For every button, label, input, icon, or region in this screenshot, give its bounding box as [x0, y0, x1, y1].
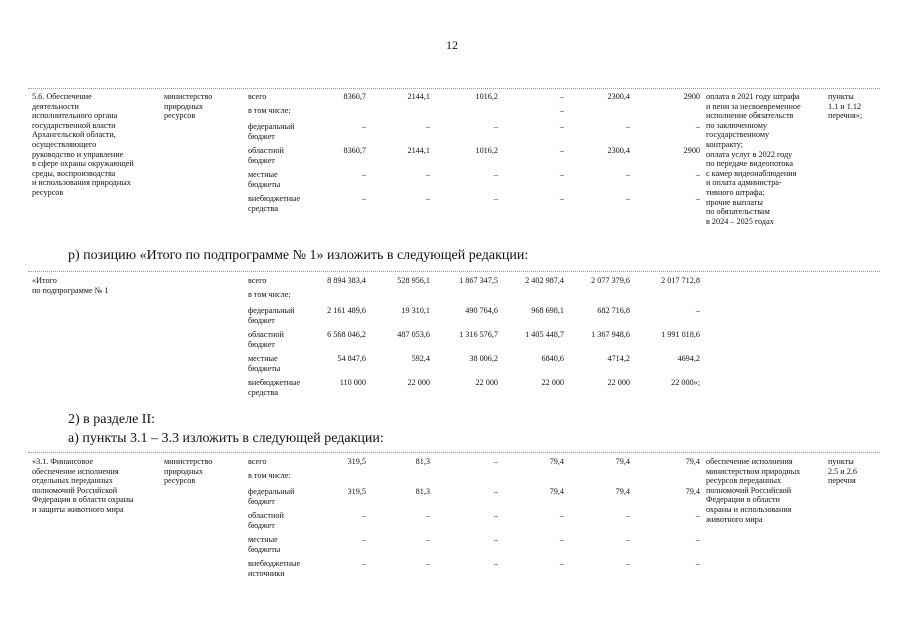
row-value: 2300,4: [607, 92, 630, 101]
row-value: 2300,4: [607, 146, 630, 155]
row-value: –: [695, 559, 700, 568]
row-value: 6840,6: [541, 354, 564, 363]
row-value: 1016,2: [475, 146, 498, 155]
row-value: –: [493, 511, 498, 520]
row-label: федеральный бюджет: [248, 306, 295, 325]
row-value: 79,4: [549, 487, 564, 496]
row-value: –: [493, 457, 498, 466]
row-label: местные бюджеты: [248, 354, 281, 373]
row-value: 2144,1: [407, 146, 430, 155]
row-value: 81,3: [415, 487, 430, 496]
row-value: 19 310,1: [401, 306, 430, 315]
row-value: –: [559, 535, 564, 544]
block3-result: обеспечение исполнения министерством природных ресурсов переданных полномочий Российской Федерации в области охраны и использования животного мира: [706, 457, 801, 524]
row-value: 968 698,1: [531, 306, 564, 315]
row-value: 1 316 576,7: [459, 330, 498, 339]
row-label: местные бюджеты: [248, 170, 281, 189]
row-value: –: [625, 511, 630, 520]
heading-r: р) позицию «Итого по подпрограмме № 1» изложить в следующей редакции:: [68, 248, 529, 263]
row-value: –: [493, 559, 498, 568]
row-value: 79,4: [615, 457, 630, 466]
row-value: 22 000»;: [671, 378, 700, 387]
row-label: областной бюджет: [248, 146, 284, 165]
row-value: –: [695, 306, 700, 315]
row-value: 22 000: [475, 378, 498, 387]
block3-refs: пункты 2.5 и 2.6 перечня: [828, 457, 857, 486]
row-value: 2144,1: [407, 92, 430, 101]
row-value: 1 405 448,7: [525, 330, 564, 339]
row-value: –: [361, 194, 366, 203]
row-value: 2 017 712,8: [661, 276, 700, 285]
row-value: –: [425, 122, 430, 131]
row-value: –: [493, 487, 498, 496]
block2-name: «Итого по подпрограмме № 1: [32, 276, 109, 295]
row-value: 8 894 383,4: [327, 276, 366, 285]
row-value: –: [625, 122, 630, 131]
row-value: –: [425, 535, 430, 544]
block1-refs: пункты 1.1 и 1.12 перечня»;: [828, 92, 863, 121]
block1-name: 5.6. Обеспечение деятельности исполнительного органа государственной власти Архангельской области, осуществляющего руководство и управление в сфере охраны окружающей среды, воспроизводства и использования природных ресурсов: [32, 92, 134, 197]
row-value: 682 716,8: [597, 306, 630, 315]
row-value: 319,5: [347, 457, 366, 466]
block3-name: «3.1. Финансовое обеспечение исполнения отдельных переданных полномочий Российской Федерации в области охраны и защиты животного мира: [32, 457, 134, 514]
row-value: –: [559, 122, 564, 131]
heading-2: 2) в разделе II:: [68, 412, 156, 427]
row-value: 110 000: [339, 378, 366, 387]
row-value: 592,4: [411, 354, 430, 363]
row-value: 79,4: [615, 487, 630, 496]
row-label: всего: [248, 276, 267, 285]
row-value: –: [559, 194, 564, 203]
row-value: 1 367 948,6: [591, 330, 630, 339]
row-value: –: [361, 122, 366, 131]
row-value: 79,4: [685, 487, 700, 496]
block1-result: оплата в 2021 году штрафа и пени за несвоевременное исполнение обязательств по заключенному государственному контракту; оплата услуг в 2022 году по передаче видеопотока с камер видеонаблюдения и оплата администра- тивного штрафа; прочие выплаты по обязательствам в 2024 – 2025 годах: [706, 92, 801, 226]
row-value: –: [493, 535, 498, 544]
row-value: 490 764,6: [465, 306, 498, 315]
row-value: –: [695, 122, 700, 131]
row-value: –: [625, 559, 630, 568]
row-label: федеральный бюджет: [248, 122, 295, 141]
row-value: –: [425, 511, 430, 520]
row-label: всего: [248, 457, 267, 466]
row-value: –: [695, 170, 700, 179]
table-rule-top-3: [28, 452, 880, 453]
row-value: –: [361, 511, 366, 520]
row-value: –: [559, 511, 564, 520]
row-value: 4714,2: [607, 354, 630, 363]
row-value: –: [625, 170, 630, 179]
row-label: внебюджетные средства: [248, 378, 301, 397]
row-value: 22 000: [607, 378, 630, 387]
row-value: –: [695, 194, 700, 203]
row-value: –: [493, 170, 498, 179]
row-value: –: [695, 511, 700, 520]
row-label: в том числе:: [248, 471, 291, 480]
row-value: –: [493, 194, 498, 203]
row-value: 487 053,6: [397, 330, 430, 339]
row-value: –: [361, 170, 366, 179]
row-label: местные бюджеты: [248, 535, 281, 554]
row-value: 4694,2: [677, 354, 700, 363]
row-label: всего: [248, 92, 267, 101]
row-label: внебюджетные источники: [248, 559, 301, 578]
row-value: 8360,7: [343, 146, 366, 155]
row-value: 1 867 347,5: [459, 276, 498, 285]
row-value: –: [425, 170, 430, 179]
row-value: 8360,7: [343, 92, 366, 101]
row-value: –: [493, 122, 498, 131]
row-label: областной бюджет: [248, 330, 284, 349]
row-value: 2900: [683, 146, 700, 155]
row-value: 2 161 489,6: [327, 306, 366, 315]
row-value: 6 568 046,2: [327, 330, 366, 339]
row-value: 319,5: [347, 487, 366, 496]
block1-executor: министерство природных ресурсов: [164, 92, 213, 121]
row-value: 2 077 379,6: [591, 276, 630, 285]
row-label: федеральный бюджет: [248, 487, 295, 506]
row-value: 2900: [683, 92, 700, 101]
row-value: 79,4: [685, 457, 700, 466]
row-value: 1016,2: [475, 92, 498, 101]
row-value: 2 402 987,4: [525, 276, 564, 285]
row-value: –: [625, 194, 630, 203]
page-number: 12: [446, 38, 458, 52]
row-value: 1 991 018,6: [661, 330, 700, 339]
row-value: –: [625, 535, 630, 544]
row-value: –: [559, 146, 564, 155]
row-label: областной бюджет: [248, 511, 284, 530]
row-value: –: [559, 106, 564, 115]
row-value: –: [559, 92, 564, 101]
row-value: 79,4: [549, 457, 564, 466]
row-value: –: [361, 535, 366, 544]
row-label: в том числе:: [248, 106, 291, 115]
row-value: 54 847,6: [337, 354, 366, 363]
table-rule-top-2: [28, 271, 880, 272]
row-value: –: [425, 559, 430, 568]
row-value: 81,3: [415, 457, 430, 466]
row-value: 22 000: [407, 378, 430, 387]
row-value: –: [361, 559, 366, 568]
row-value: –: [559, 559, 564, 568]
heading-a: а) пункты 3.1 – 3.3 изложить в следующей редакции:: [68, 431, 384, 446]
row-value: 38 006,2: [469, 354, 498, 363]
row-label: внебюджетные средства: [248, 194, 301, 213]
row-value: –: [559, 170, 564, 179]
block3-executor: министерство природных ресурсов: [164, 457, 213, 486]
table-rule-top-1: [28, 88, 880, 89]
row-value: 22 000: [541, 378, 564, 387]
row-value: –: [425, 194, 430, 203]
row-label: в том числе:: [248, 290, 291, 299]
row-value: –: [695, 535, 700, 544]
row-value: 528 956,1: [397, 276, 430, 285]
